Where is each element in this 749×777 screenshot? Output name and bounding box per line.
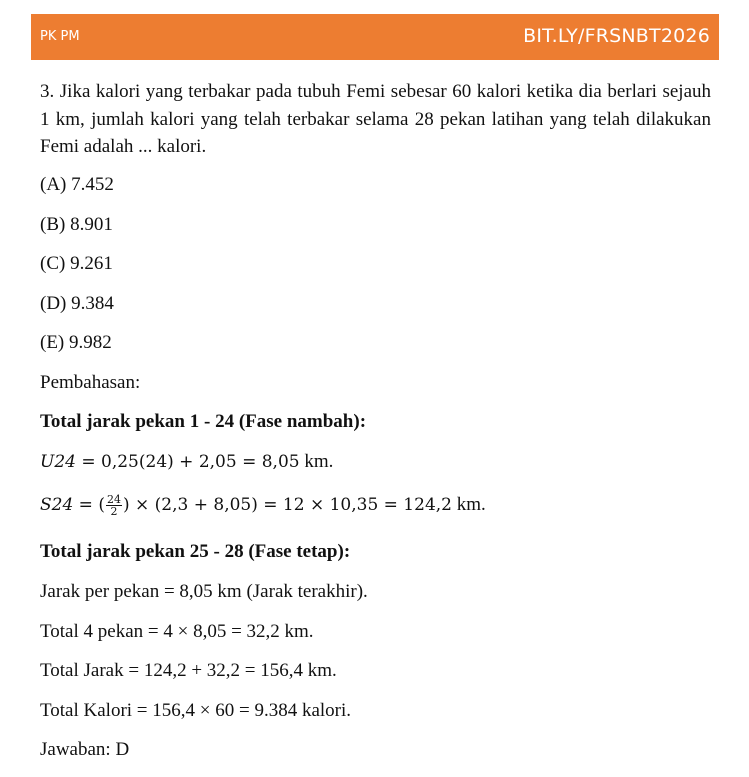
solution-line-total-distance: Total Jarak = 124,2 + 32,2 = 156,4 km.: [40, 660, 337, 681]
u24-unit: km.: [299, 451, 334, 472]
option-c: (C) 9.261: [40, 253, 113, 274]
s24-equals: = (: [73, 495, 105, 515]
document-body: [40, 78, 711, 760]
s24-fraction: [106, 494, 122, 517]
s24-expression: ) × (2,3 + 8,05) = 12 × 10,35 = 124,2: [122, 495, 452, 515]
phase1-heading: Total jarak pekan 1 - 24 (Fase nambah):: [40, 411, 367, 432]
header-link[interactable]: BIT.LY/FRSNBT2026: [523, 25, 710, 47]
u24-equation: [40, 451, 333, 473]
phase2-heading: Total jarak pekan 25 - 28 (Fase tetap):: [40, 541, 351, 562]
s24-variable: S24: [40, 495, 74, 515]
fraction-denominator: 2: [110, 505, 118, 518]
option-b: (B) 8.901: [40, 214, 113, 235]
option-d: (D) 9.384: [40, 293, 114, 314]
option-a: (A) 7.452: [40, 174, 114, 195]
solution-line-distance-per-week: Jarak per pekan = 8,05 km (Jarak terakhir).: [40, 581, 368, 602]
answer: Jawaban: D: [40, 739, 130, 760]
solution-label: Pembahasan:: [40, 372, 141, 393]
s24-equation: [40, 494, 486, 517]
header-left-label: PK PM: [40, 29, 80, 44]
u24-expression: = 0,25(24) + 2,05 = 8,05: [75, 452, 300, 472]
solution-line-total-calories: Total Kalori = 156,4 × 60 = 9.384 kalori.: [40, 700, 352, 721]
header-banner: [31, 14, 719, 60]
question-text: 3. Jika kalori yang terbakar pada tubuh Femi sebesar 60 kalori ketika dia berlari sejauh 1 km, jumlah kalori yang telah terbakar selama 28 pekan latihan yang telah dilakukan Femi adalah ... kalori.: [40, 81, 711, 157]
fraction-numerator: 24: [106, 493, 121, 506]
solution-line-total-4-weeks: Total 4 pekan = 4 × 8,05 = 32,2 km.: [40, 621, 314, 642]
u24-variable: U24: [40, 452, 76, 472]
option-e: (E) 9.982: [40, 332, 112, 353]
s24-unit: km.: [451, 494, 486, 515]
